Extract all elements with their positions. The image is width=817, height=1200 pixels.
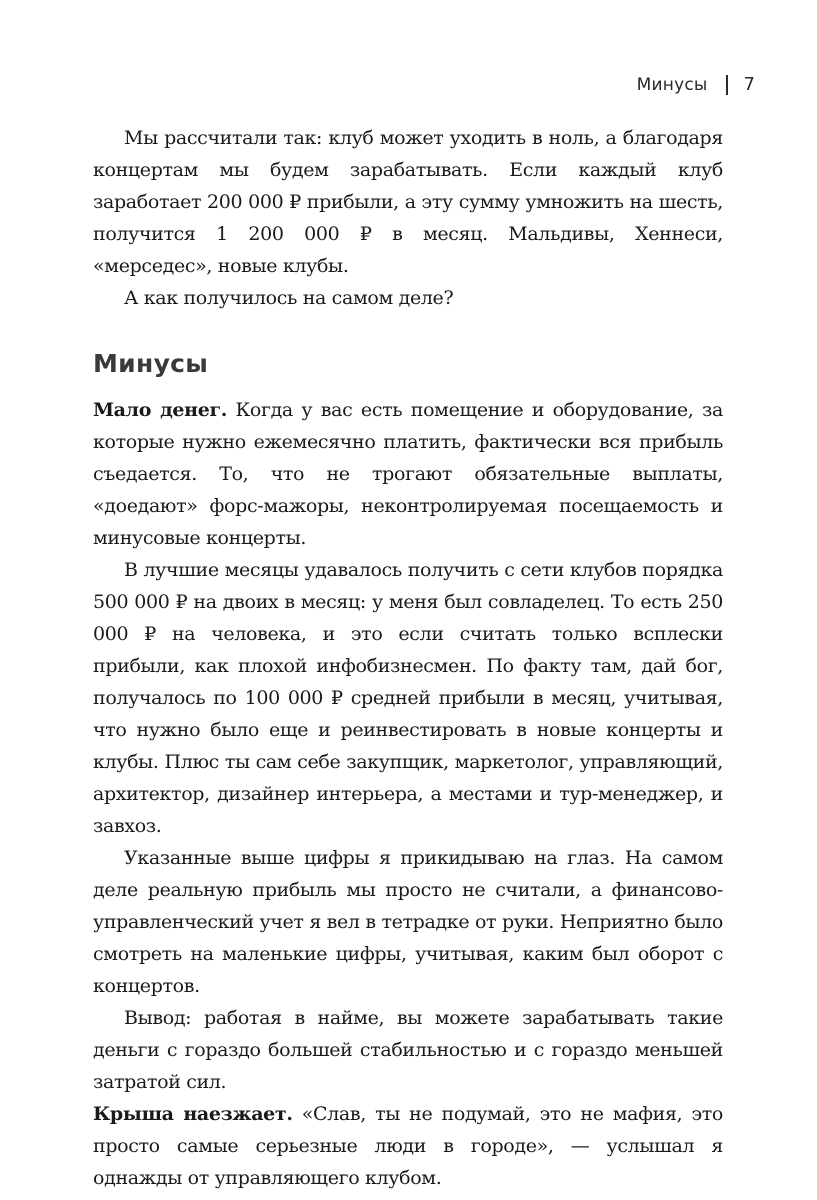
paragraph-conclusion: Вывод: работая в найме, вы можете зарабатывать такие деньги с гораздо большей стабильностью и с гораздо меньшей затратой сил. bbox=[93, 1007, 723, 1093]
section-heading: Минусы bbox=[93, 349, 209, 378]
paragraph-few-money bbox=[93, 394, 723, 554]
paragraph-few-money-text: Когда у вас есть помещение и оборудование, за которые нужно ежемесячно платить, фактически вся прибыль съедается. То, что не трогают обязательные выплаты, «доедают» форс-мажоры, неконтролируемая посещаемость и минусовые концерты. bbox=[93, 399, 723, 549]
paragraph-roof bbox=[93, 1098, 723, 1194]
paragraph-best-months: В лучшие месяцы удавалось получить с сети клубов порядка 500 000 ₽ на двоих в месяц: у меня был совладелец. То есть 250 000 ₽ на человека, и это если считать только всплески прибыли, как плохой инфобизнесмен. По факту там, дай бог, получалось по 100 000 ₽ средней прибыли в месяц, учитывая, что нужно было еще и реинвестировать в новые концерты и клубы. Плюс ты сам себе закупщик, маркетолог, управляющий, архитектор, дизайнер интерьера, а местами и тур-менеджер, и завхоз. bbox=[93, 559, 723, 837]
paragraph-roof-lead: Крыша наезжает. bbox=[93, 1103, 293, 1125]
paragraph-roof-text: «Слав, ты не подумай, это не мафия, это просто самые серьезные люди в городе», — услышал я однажды от управляющего клубом. bbox=[93, 1103, 724, 1189]
running-header bbox=[637, 74, 755, 95]
paragraph-few-money-lead: Мало денег. bbox=[93, 399, 228, 421]
header-divider bbox=[726, 75, 728, 95]
page-number: 7 bbox=[743, 74, 755, 95]
paragraph-estimates: Указанные выше цифры я прикидываю на глаз. На самом деле реальную прибыль мы просто не считали, а финансово-управленческий учет я вел в тетрадке от руки. Неприятно было смотреть на маленькие цифры, учитывая, каким был оборот с концертов. bbox=[93, 847, 723, 997]
intro-paragraph-2: А как получилось на самом деле? bbox=[124, 287, 454, 309]
intro-paragraph-1: Мы рассчитали так: клуб может уходить в ноль, а благодаря концертам мы будем зарабатывать. Если каждый клуб заработает 200 000 ₽ прибыли, а эту сумму умножить на шесть, получится 1 200 000 ₽ в месяц. Мальдивы, Хеннеси, «мерседес», новые клубы. bbox=[93, 127, 723, 277]
page-body bbox=[93, 122, 723, 1194]
running-header-section: Минусы bbox=[636, 74, 708, 95]
